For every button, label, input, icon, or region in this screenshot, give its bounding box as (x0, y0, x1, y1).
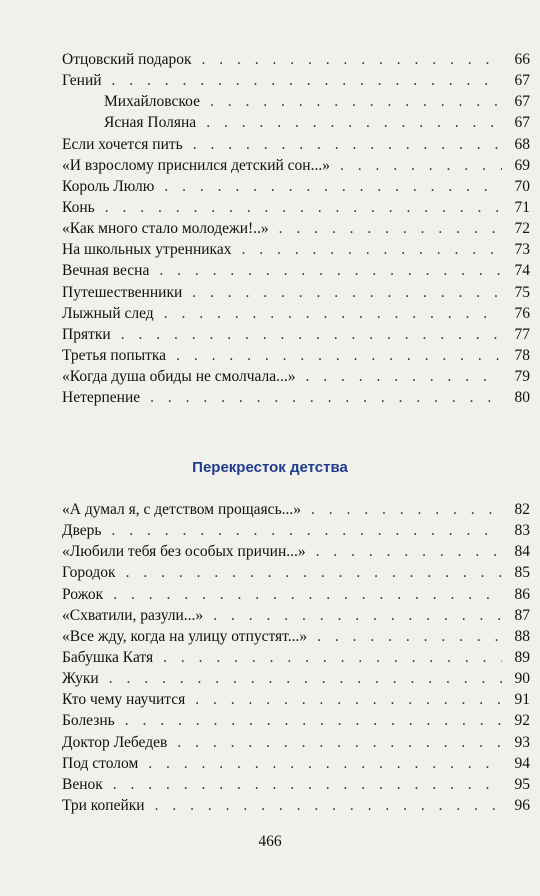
toc-entry (62, 197, 530, 218)
toc-list-part2 (62, 499, 530, 816)
toc-entry-page: 67 (514, 72, 530, 90)
toc-entry (62, 732, 530, 753)
toc-entry-page: 70 (514, 177, 530, 195)
toc-entry-title: «Все жду, когда на улицу отпустят...» (62, 627, 308, 645)
toc-leader-dots (113, 584, 502, 605)
toc-entry-page: 95 (514, 775, 530, 793)
toc-entry (62, 520, 530, 541)
toc-leader-dots (210, 91, 502, 112)
toc-leader-dots (279, 218, 502, 239)
toc-entry (62, 689, 530, 710)
toc-leader-dots (105, 197, 502, 218)
toc-entry (62, 541, 530, 562)
toc-entry-title: Лыжный след (62, 304, 154, 322)
toc-leader-dots (195, 689, 502, 710)
toc-entry (62, 239, 530, 260)
toc-leader-dots (202, 49, 502, 70)
toc-entry-page: 78 (514, 346, 530, 364)
toc-entry-page: 75 (514, 283, 530, 301)
toc-entry (62, 218, 530, 239)
toc-entry-page: 85 (514, 564, 530, 582)
toc-leader-dots (311, 499, 502, 520)
toc-leader-dots (213, 605, 502, 626)
toc-leader-dots (126, 562, 502, 583)
toc-entry-page: 73 (514, 241, 530, 259)
toc-entry (62, 260, 530, 281)
toc-entry (62, 710, 530, 731)
toc-leader-dots (150, 387, 502, 408)
toc-entry-page: 77 (514, 325, 530, 343)
page-number: 466 (258, 833, 282, 850)
toc-entry-page: 87 (514, 606, 530, 624)
toc-leader-dots (177, 732, 502, 753)
toc-leader-dots (192, 282, 502, 303)
toc-entry-page: 74 (514, 262, 530, 280)
toc-entry-page: 79 (514, 368, 530, 386)
toc-leader-dots (155, 795, 502, 816)
toc-leader-dots (121, 324, 502, 345)
toc-entry (62, 387, 530, 408)
toc-entry-title: Отцовский подарок (62, 51, 192, 68)
toc-entry-title: Рожок (62, 585, 104, 603)
toc-entry-title: Вечная весна (62, 262, 150, 280)
toc-entry-page: 92 (514, 712, 530, 730)
toc-entry-page: 66 (514, 51, 530, 68)
section-heading: Перекресток детства (192, 459, 348, 476)
toc-entry (62, 91, 530, 112)
toc-entry (62, 70, 530, 91)
toc-entry-page: 84 (514, 543, 530, 561)
toc-entry-title: «И взрослому приснился детский сон...» (62, 156, 330, 174)
toc-entry-title: Венок (62, 775, 103, 793)
toc-entry (62, 155, 530, 176)
toc-leader-dots (164, 303, 502, 324)
toc-entry-page: 83 (514, 522, 530, 540)
toc-entry-title: Прятки (62, 325, 111, 343)
toc-entry-page: 89 (514, 648, 530, 666)
toc-entry-title: Третья попытка (62, 346, 167, 364)
toc-entry (62, 795, 530, 816)
toc-leader-dots (125, 710, 502, 731)
toc-entry-title: Если хочется пить (62, 135, 183, 153)
toc-leader-dots (176, 345, 502, 366)
toc-entry-page: 69 (514, 156, 530, 174)
toc-entry-title: «Схватили, разули...» (62, 606, 204, 624)
toc-entry-page: 86 (514, 585, 530, 603)
toc-entry (62, 584, 530, 605)
toc-leader-dots (109, 668, 502, 689)
toc-entry-page: 80 (514, 389, 530, 407)
toc-entry-title: Ясная Поляна (104, 114, 197, 132)
toc-entry-page: 82 (514, 501, 530, 518)
toc-entry-page: 91 (514, 691, 530, 709)
toc-entry (62, 345, 530, 366)
toc-entry-page: 71 (514, 198, 530, 216)
toc-entry (62, 626, 530, 647)
toc-entry-title: Кто чему научится (62, 691, 186, 709)
toc-entry-title: Михайловское (104, 93, 200, 111)
toc-entry-title: «Любили тебя без особых причин...» (62, 543, 306, 561)
toc-entry (62, 366, 530, 387)
toc-entry (62, 303, 530, 324)
toc-leader-dots (193, 134, 502, 155)
toc-entry-title: Нетерпение (62, 389, 141, 407)
toc-leader-dots (163, 647, 502, 668)
toc-entry-title: Король Люлю (62, 177, 155, 195)
toc-entry-page: 68 (514, 135, 530, 153)
toc-entry-title: Бабушка Катя (62, 648, 154, 666)
toc-entry-title: Городок (62, 564, 116, 582)
toc-entry (62, 668, 530, 689)
toc-leader-dots (148, 753, 502, 774)
toc-entry (62, 499, 530, 520)
toc-leader-dots (112, 70, 502, 91)
toc-entry-title: «Как много стало молодежи!..» (62, 220, 269, 238)
toc-entry (62, 112, 530, 133)
toc-leader-dots (316, 541, 502, 562)
toc-leader-dots (241, 239, 502, 260)
toc-entry-title: «Когда душа обиды не смолчала...» (62, 368, 296, 386)
toc-leader-dots (113, 774, 502, 795)
toc-entry-title: Дверь (62, 522, 102, 540)
toc-entry-title: «А думал я, с детством прощаясь...» (62, 501, 302, 518)
toc-entry-title: Доктор Лебедев (62, 733, 168, 751)
toc-leader-dots (164, 176, 502, 197)
toc-entry-title: На школьных утренниках (62, 241, 232, 259)
toc-entry (62, 49, 530, 70)
toc-entry-page: 67 (514, 93, 530, 111)
toc-leader-dots (112, 520, 503, 541)
toc-entry-page: 72 (514, 220, 530, 238)
toc-entry-title: Болезнь (62, 712, 115, 730)
toc-entry-page: 67 (514, 114, 530, 132)
toc-entry (62, 134, 530, 155)
toc-entry-page: 90 (514, 670, 530, 688)
toc-entry-title: Три копейки (62, 796, 145, 814)
toc-entry-title: Гений (62, 72, 102, 90)
toc-list-part1 (62, 49, 530, 408)
toc-entry-page: 76 (514, 304, 530, 322)
toc-entry-page: 94 (514, 754, 530, 772)
toc-leader-dots (159, 260, 502, 281)
toc-entry-page: 88 (514, 627, 530, 645)
toc-entry (62, 647, 530, 668)
toc-entry (62, 176, 530, 197)
toc-entry-title: Путешественники (62, 283, 183, 301)
toc-entry (62, 324, 530, 345)
toc-leader-dots (317, 626, 502, 647)
toc-entry-title: Конь (62, 198, 95, 216)
toc-entry-title: Жуки (62, 670, 99, 688)
toc-entry (62, 605, 530, 626)
toc-entry (62, 774, 530, 795)
toc-entry (62, 753, 530, 774)
toc-entry-page: 96 (514, 796, 530, 814)
toc-entry-page: 93 (514, 733, 530, 751)
toc-leader-dots (340, 155, 502, 176)
toc-entry (62, 562, 530, 583)
toc-entry (62, 282, 530, 303)
toc-entry-title: Под столом (62, 754, 139, 772)
toc-leader-dots (206, 112, 502, 133)
toc-leader-dots (306, 366, 502, 387)
